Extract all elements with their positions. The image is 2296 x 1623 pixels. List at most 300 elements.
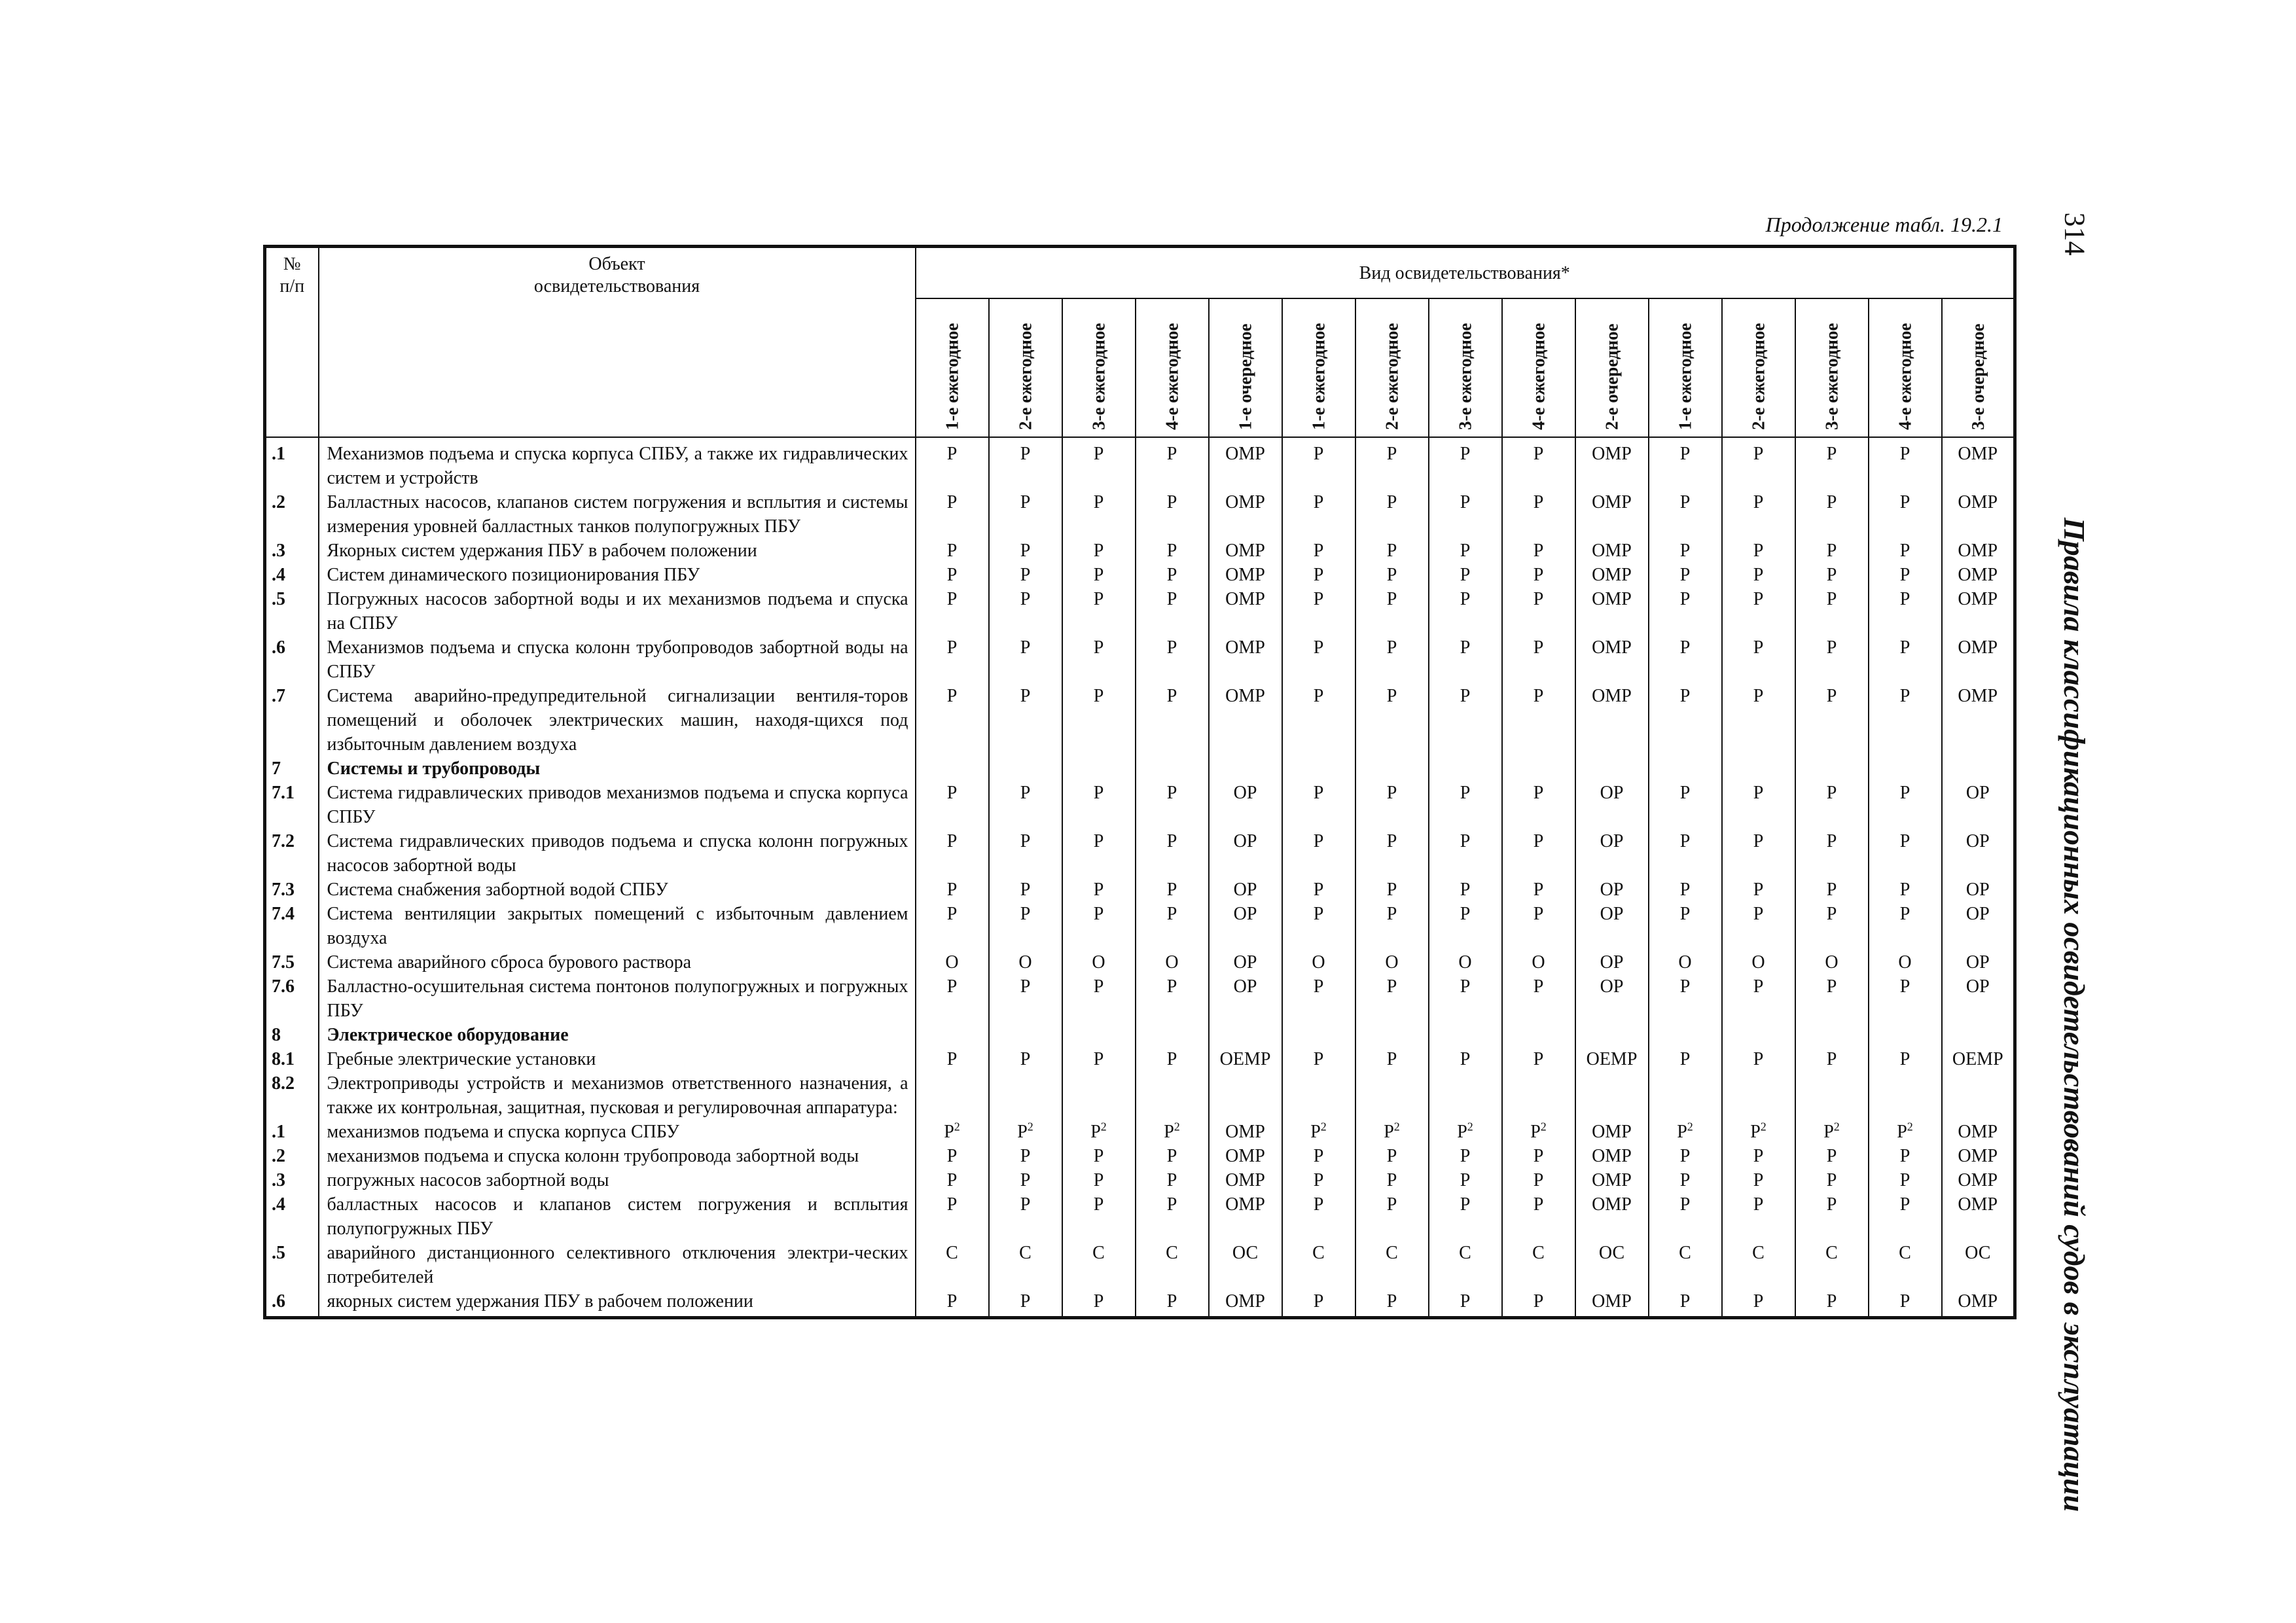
survey-value: Р xyxy=(1020,976,1031,997)
survey-value: Р xyxy=(1533,637,1544,658)
survey-value: Р xyxy=(946,565,958,585)
survey-cell xyxy=(1429,539,1502,563)
row-object: Система гидравлических приводов механизмов подъема и спуска корпуса СПБУ xyxy=(319,781,916,829)
survey-cell xyxy=(1429,781,1502,829)
survey-cell xyxy=(1869,902,1942,950)
survey-cell xyxy=(1722,1289,1795,1318)
row-number: .6 xyxy=(265,1289,319,1318)
survey-cell xyxy=(1209,563,1282,587)
survey-value: Р xyxy=(1460,492,1471,512)
survey-cell xyxy=(1575,1168,1649,1192)
survey-value: Р xyxy=(1386,783,1397,803)
survey-value: Р xyxy=(1899,880,1910,900)
survey-value: Р xyxy=(1166,1170,1177,1190)
survey-cell xyxy=(1649,684,1722,757)
survey-cell xyxy=(1649,1047,1722,1071)
survey-value: Р xyxy=(1093,880,1104,900)
survey-value: Р xyxy=(1093,589,1104,609)
survey-cell xyxy=(916,490,989,539)
survey-value: Р xyxy=(1679,904,1691,924)
survey-value: Р xyxy=(946,904,958,924)
row-number: .4 xyxy=(265,563,319,587)
survey-cell xyxy=(1795,1071,1869,1120)
survey-value: Р xyxy=(946,444,958,464)
survey-value: Р xyxy=(1533,783,1544,803)
survey-value: Р xyxy=(1460,1194,1471,1215)
survey-cell xyxy=(1282,878,1355,902)
survey-cell xyxy=(1869,490,1942,539)
survey-cell xyxy=(1575,437,1649,490)
survey-value: С xyxy=(1019,1243,1031,1263)
survey-cell xyxy=(1869,563,1942,587)
survey-cell xyxy=(1429,563,1502,587)
survey-value: Р xyxy=(1826,904,1837,924)
table-row xyxy=(265,1047,2015,1071)
survey-value: Р xyxy=(1166,1291,1177,1311)
survey-cell xyxy=(1355,829,1429,878)
survey-value: Р xyxy=(1753,783,1764,803)
survey-cell xyxy=(1355,1071,1429,1120)
survey-value: С xyxy=(1459,1243,1471,1263)
survey-cell xyxy=(1942,902,2015,950)
survey-value: Р xyxy=(1530,1122,1541,1142)
survey-value: ОМР xyxy=(1592,686,1632,706)
survey-cell xyxy=(1869,587,1942,635)
survey-value: Р xyxy=(1899,492,1910,512)
survey-value: Р xyxy=(946,1049,958,1069)
survey-cell xyxy=(1942,1120,2015,1144)
survey-cell xyxy=(1795,1023,1869,1047)
survey-value: ОР xyxy=(1233,880,1257,900)
survey-cell xyxy=(1575,1023,1649,1047)
survey-table-container xyxy=(263,245,2017,1319)
survey-cell xyxy=(1429,902,1502,950)
survey-value: Р xyxy=(1753,1291,1764,1311)
survey-value: Р xyxy=(1826,637,1837,658)
survey-value: Р xyxy=(1753,589,1764,609)
survey-table xyxy=(263,245,2017,1319)
survey-value: ОС xyxy=(1232,1243,1259,1263)
survey-value: О xyxy=(1678,952,1692,972)
table-row xyxy=(265,974,2015,1023)
survey-cell xyxy=(1355,539,1429,563)
row-object: Погружных насосов забортной воды и их механизмов подъема и спуска на СПБУ xyxy=(319,587,916,635)
survey-cell xyxy=(1502,1144,1575,1168)
survey-cell xyxy=(1795,684,1869,757)
survey-cell xyxy=(1795,490,1869,539)
row-object: Система аварийного сброса бурового раствора xyxy=(319,950,916,974)
table-row xyxy=(265,635,2015,684)
survey-value: Р xyxy=(1386,831,1397,851)
survey-cell xyxy=(1649,587,1722,635)
row-number: .6 xyxy=(265,635,319,684)
row-object: Механизмов подъема и спуска корпуса СПБУ, а также их гидравлических систем и устройств xyxy=(319,437,916,490)
column-header-label: 1-е ежегодное xyxy=(1675,323,1695,430)
survey-value: С xyxy=(1752,1243,1765,1263)
survey-cell xyxy=(1869,1144,1942,1168)
survey-cell xyxy=(1429,437,1502,490)
survey-value: С xyxy=(1899,1243,1911,1263)
survey-value: Р xyxy=(1093,1049,1104,1069)
survey-value: ОР xyxy=(1600,976,1624,997)
survey-cell xyxy=(1282,1071,1355,1120)
survey-value: ОМР xyxy=(1225,686,1265,706)
survey-cell xyxy=(1209,1071,1282,1120)
survey-value: ОЕМР xyxy=(1586,1049,1638,1069)
survey-cell xyxy=(1869,437,1942,490)
survey-value: Р xyxy=(1386,589,1397,609)
survey-cell xyxy=(1795,437,1869,490)
survey-value: Р xyxy=(1533,880,1544,900)
row-number: 7.1 xyxy=(265,781,319,829)
column-header xyxy=(1722,298,1795,437)
survey-cell xyxy=(1502,437,1575,490)
row-object: Система вентиляции закрытых помещений с избыточным давлением воздуха xyxy=(319,902,916,950)
survey-cell xyxy=(1502,1241,1575,1289)
survey-value: Р xyxy=(1313,686,1324,706)
survey-value: Р xyxy=(1460,565,1471,585)
survey-value: Р xyxy=(1313,492,1324,512)
survey-value: Р xyxy=(1166,831,1177,851)
survey-cell xyxy=(1942,635,2015,684)
survey-value: ОМР xyxy=(1225,492,1265,512)
row-object: Систем динамического позиционирования ПБУ xyxy=(319,563,916,587)
survey-value: Р xyxy=(1386,686,1397,706)
survey-value: ОМР xyxy=(1225,589,1265,609)
survey-cell xyxy=(1282,1023,1355,1047)
survey-cell xyxy=(989,781,1062,829)
survey-value: Р xyxy=(1533,589,1544,609)
survey-cell xyxy=(1869,878,1942,902)
survey-cell xyxy=(1062,757,1136,781)
survey-cell xyxy=(989,1023,1062,1047)
table-row xyxy=(265,781,2015,829)
survey-cell xyxy=(1429,1168,1502,1192)
survey-cell xyxy=(1209,635,1282,684)
survey-value: Р xyxy=(1753,686,1764,706)
survey-value: Р xyxy=(1679,976,1691,997)
survey-cell xyxy=(1795,781,1869,829)
survey-value: ОМР xyxy=(1592,492,1632,512)
survey-cell xyxy=(1355,1120,1429,1144)
survey-value: Р xyxy=(1020,492,1031,512)
survey-value: Р xyxy=(946,976,958,997)
survey-value: Р xyxy=(1533,831,1544,851)
row-number: 8.2 xyxy=(265,1071,319,1120)
survey-cell xyxy=(1429,490,1502,539)
survey-cell xyxy=(1795,539,1869,563)
survey-value: Р xyxy=(1899,565,1910,585)
survey-cell xyxy=(1575,902,1649,950)
survey-cell xyxy=(1795,974,1869,1023)
row-object: Балластных насосов, клапанов систем погружения и всплытия и системы измерения уровней балластных танков полупогружных ПБУ xyxy=(319,490,916,539)
survey-cell xyxy=(1722,1168,1795,1192)
column-header-label: 2-е очередное xyxy=(1602,323,1621,430)
survey-cell xyxy=(1209,1241,1282,1289)
survey-cell xyxy=(989,1120,1062,1144)
footnote-mark: 2 xyxy=(1100,1120,1107,1133)
survey-value: Р xyxy=(1313,1291,1324,1311)
survey-value: Р xyxy=(946,783,958,803)
column-header-label: 1-е ежегодное xyxy=(1308,323,1328,430)
survey-cell xyxy=(1942,974,2015,1023)
footnote-mark: 2 xyxy=(1174,1120,1180,1133)
table-row xyxy=(265,490,2015,539)
survey-value: Р xyxy=(946,1194,958,1215)
survey-cell xyxy=(1062,1241,1136,1289)
survey-cell xyxy=(1722,1071,1795,1120)
survey-value: Р xyxy=(1093,1291,1104,1311)
survey-value: ОМР xyxy=(1592,637,1632,658)
survey-cell xyxy=(1869,1047,1942,1071)
survey-value: О xyxy=(1092,952,1105,972)
survey-value: Р xyxy=(1899,686,1910,706)
survey-cell xyxy=(1062,635,1136,684)
row-object: Балластно-осушительная система понтонов полупогружных и погружных ПБУ xyxy=(319,974,916,1023)
survey-cell xyxy=(1429,1120,1502,1144)
survey-value: ОМР xyxy=(1225,1146,1265,1166)
survey-cell xyxy=(1575,1120,1649,1144)
survey-value: Р xyxy=(1826,1146,1837,1166)
survey-cell xyxy=(1942,1241,2015,1289)
survey-cell xyxy=(916,1023,989,1047)
survey-value: Р xyxy=(1679,492,1691,512)
survey-cell xyxy=(1795,1120,1869,1144)
row-object: механизмов подъема и спуска колонн трубопровода забортной воды xyxy=(319,1144,916,1168)
survey-value: Р xyxy=(1166,492,1177,512)
table-row xyxy=(265,829,2015,878)
survey-cell xyxy=(1062,974,1136,1023)
survey-cell xyxy=(1136,974,1209,1023)
survey-cell xyxy=(1649,950,1722,974)
survey-value: ОМР xyxy=(1592,541,1632,561)
survey-cell xyxy=(1942,1071,2015,1120)
survey-cell xyxy=(1355,1241,1429,1289)
survey-cell xyxy=(1429,1023,1502,1047)
survey-cell xyxy=(1502,781,1575,829)
survey-cell xyxy=(1575,757,1649,781)
survey-cell xyxy=(1282,684,1355,757)
survey-value: ОМР xyxy=(1592,1146,1632,1166)
survey-value: Р xyxy=(1826,541,1837,561)
row-number: .7 xyxy=(265,684,319,757)
survey-value: Р xyxy=(1460,1291,1471,1311)
survey-value: Р xyxy=(1750,1122,1761,1142)
survey-value: ОМР xyxy=(1592,1291,1632,1311)
survey-cell xyxy=(1209,1023,1282,1047)
survey-cell xyxy=(1282,974,1355,1023)
survey-cell xyxy=(1209,1120,1282,1144)
survey-cell xyxy=(1649,878,1722,902)
survey-cell xyxy=(1942,490,2015,539)
survey-cell xyxy=(1429,974,1502,1023)
survey-value: Р xyxy=(1457,1122,1467,1142)
survey-value: Р xyxy=(1679,686,1691,706)
survey-cell xyxy=(1722,563,1795,587)
survey-cell xyxy=(1355,684,1429,757)
survey-value: Р xyxy=(1753,1049,1764,1069)
row-object: Якорных систем удержания ПБУ в рабочем положении xyxy=(319,539,916,563)
survey-cell xyxy=(1062,437,1136,490)
survey-cell xyxy=(989,1241,1062,1289)
survey-cell xyxy=(989,539,1062,563)
survey-value: О xyxy=(945,952,959,972)
survey-value: Р xyxy=(1826,783,1837,803)
survey-value: О xyxy=(1825,952,1839,972)
survey-value: Р xyxy=(1384,1122,1394,1142)
survey-cell xyxy=(1502,635,1575,684)
table-row xyxy=(265,587,2015,635)
survey-value: Р xyxy=(1313,444,1324,464)
survey-value: Р xyxy=(1460,1146,1471,1166)
survey-value: ОР xyxy=(1600,904,1624,924)
survey-value: Р xyxy=(1020,783,1031,803)
survey-cell xyxy=(1722,1192,1795,1241)
survey-value: ОР xyxy=(1965,976,1990,997)
survey-cell xyxy=(1136,781,1209,829)
column-header xyxy=(1209,298,1282,437)
survey-value: ОМР xyxy=(1225,637,1265,658)
column-header xyxy=(1136,298,1209,437)
survey-value: ОС xyxy=(1598,1243,1625,1263)
survey-value: Р xyxy=(1533,1146,1544,1166)
row-number: 8.1 xyxy=(265,1047,319,1071)
survey-value: ОС xyxy=(1965,1243,1991,1263)
survey-value: С xyxy=(1825,1243,1838,1263)
survey-cell xyxy=(1282,902,1355,950)
survey-cell xyxy=(1062,539,1136,563)
survey-value: Р xyxy=(1313,1170,1324,1190)
survey-cell xyxy=(1502,974,1575,1023)
survey-cell xyxy=(1869,1120,1942,1144)
survey-value: С xyxy=(1532,1243,1545,1263)
column-header xyxy=(1355,298,1429,437)
table-row xyxy=(265,1192,2015,1241)
survey-cell xyxy=(1649,781,1722,829)
footnote-mark: 2 xyxy=(1760,1120,1767,1133)
survey-cell xyxy=(1722,437,1795,490)
survey-value: Р xyxy=(1899,831,1910,851)
table-caption: Продолжение табл. 19.2.1 xyxy=(1765,213,2003,236)
row-number: 7.4 xyxy=(265,902,319,950)
survey-cell xyxy=(1502,1168,1575,1192)
survey-cell xyxy=(1209,587,1282,635)
survey-value: Р xyxy=(1020,831,1031,851)
survey-cell xyxy=(1062,1071,1136,1120)
row-object: Система гидравлических приводов подъема и спуска колонн погружных насосов забортной воды xyxy=(319,829,916,878)
survey-value: Р xyxy=(1826,565,1837,585)
survey-value: Р xyxy=(1386,565,1397,585)
survey-value: С xyxy=(1092,1243,1105,1263)
survey-cell xyxy=(1502,829,1575,878)
survey-cell xyxy=(1722,902,1795,950)
survey-value: ОР xyxy=(1965,783,1990,803)
survey-cell xyxy=(989,1168,1062,1192)
survey-value: Р xyxy=(1533,444,1544,464)
survey-value: Р xyxy=(1020,686,1031,706)
survey-value: Р xyxy=(1899,444,1910,464)
survey-cell xyxy=(1429,1192,1502,1241)
survey-cell xyxy=(1649,902,1722,950)
survey-cell xyxy=(1355,974,1429,1023)
row-number: .4 xyxy=(265,1192,319,1241)
survey-cell xyxy=(1136,684,1209,757)
row-object: Электроприводы устройств и механизмов ответственного назначения, а также их контрольная, защитная, пусковая и регулировочная аппаратура: xyxy=(319,1071,916,1120)
column-header-label: 4-е ежегодное xyxy=(1162,323,1181,430)
survey-cell xyxy=(1942,437,2015,490)
survey-cell xyxy=(1282,587,1355,635)
column-header-label: 2-е ежегодное xyxy=(1015,323,1035,430)
row-number: 7.5 xyxy=(265,950,319,974)
survey-value: С xyxy=(946,1243,958,1263)
survey-value: Р xyxy=(1020,541,1031,561)
survey-value: Р xyxy=(1460,686,1471,706)
survey-value: Р xyxy=(1899,1146,1910,1166)
survey-value: Р xyxy=(1753,1146,1764,1166)
survey-value: Р xyxy=(1826,589,1837,609)
survey-value: Р xyxy=(1533,565,1544,585)
column-header xyxy=(1942,298,2015,437)
section-heading: Электрическое оборудование xyxy=(319,1023,916,1047)
survey-cell xyxy=(989,1047,1062,1071)
survey-value: О xyxy=(1898,952,1912,972)
survey-cell xyxy=(1942,1192,2015,1241)
survey-cell xyxy=(1722,635,1795,684)
survey-value: Р xyxy=(1093,541,1104,561)
survey-cell xyxy=(1062,563,1136,587)
footnote-mark: 2 xyxy=(1907,1120,1913,1133)
survey-value: ОР xyxy=(1965,952,1990,972)
survey-cell xyxy=(989,757,1062,781)
survey-cell xyxy=(1869,1289,1942,1318)
survey-value: Р xyxy=(1826,831,1837,851)
survey-value: О xyxy=(1018,952,1032,972)
survey-value: Р xyxy=(1679,1291,1691,1311)
survey-cell xyxy=(1795,902,1869,950)
survey-cell xyxy=(1429,829,1502,878)
survey-value: ОМР xyxy=(1958,1122,1998,1142)
survey-value: Р xyxy=(1093,444,1104,464)
survey-cell xyxy=(1869,781,1942,829)
survey-cell xyxy=(1722,974,1795,1023)
survey-cell xyxy=(1136,539,1209,563)
survey-cell xyxy=(989,1071,1062,1120)
survey-cell xyxy=(1869,1241,1942,1289)
survey-cell xyxy=(1062,684,1136,757)
survey-value: Р xyxy=(1826,1170,1837,1190)
survey-cell xyxy=(916,878,989,902)
survey-cell xyxy=(1429,1071,1502,1120)
survey-cell xyxy=(1209,684,1282,757)
survey-value: Р xyxy=(1460,976,1471,997)
survey-value: ОР xyxy=(1233,783,1257,803)
survey-cell xyxy=(1575,635,1649,684)
survey-cell xyxy=(1575,1192,1649,1241)
footnote-mark: 2 xyxy=(1393,1120,1400,1133)
survey-value: Р xyxy=(1020,589,1031,609)
survey-value: Р xyxy=(1899,1049,1910,1069)
survey-cell xyxy=(1355,1023,1429,1047)
header-num: № п/п xyxy=(265,247,319,438)
survey-cell xyxy=(1282,1047,1355,1071)
survey-cell xyxy=(1942,539,2015,563)
survey-value: Р xyxy=(1899,637,1910,658)
survey-cell xyxy=(1869,829,1942,878)
survey-value: Р xyxy=(1020,880,1031,900)
survey-value: Р xyxy=(1679,1194,1691,1215)
survey-value: Р xyxy=(1164,1122,1174,1142)
survey-cell xyxy=(1355,1144,1429,1168)
